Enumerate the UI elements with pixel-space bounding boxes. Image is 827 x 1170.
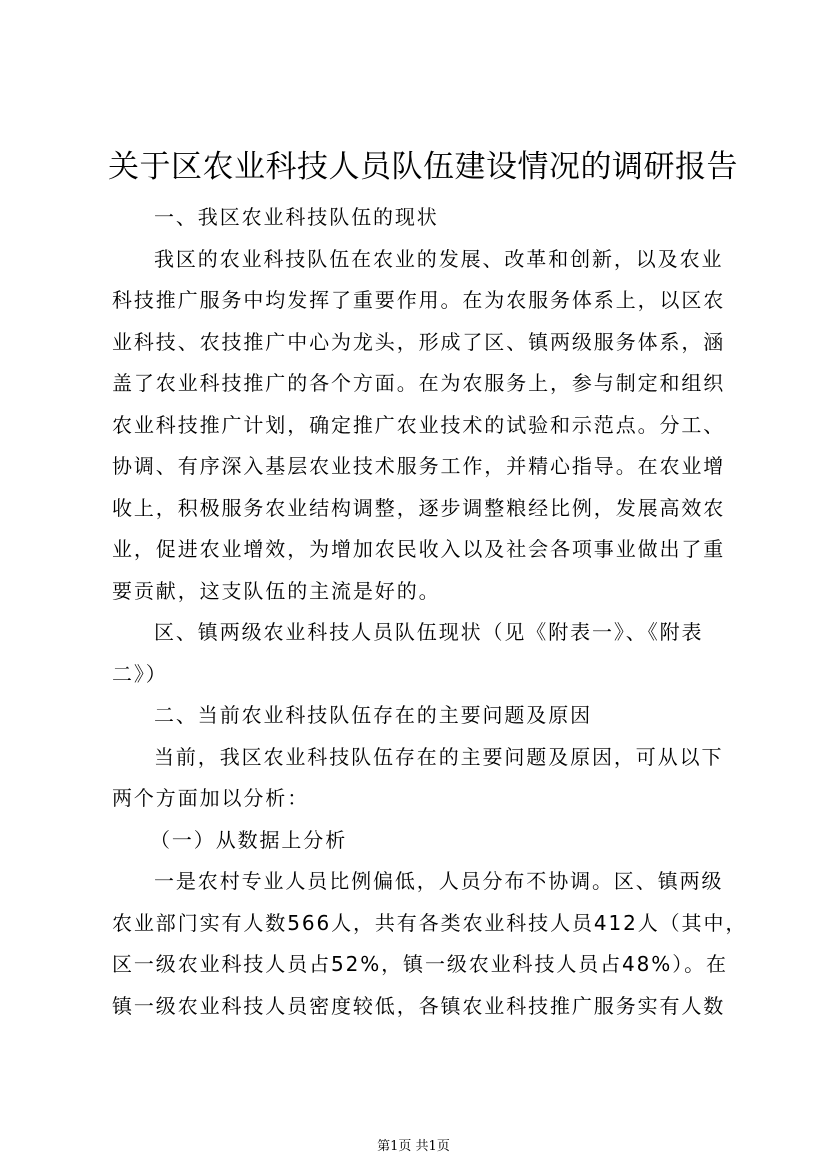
page-number: 第1页 共1页 (377, 1139, 450, 1154)
paragraph-line: 业科技、农技推广中心为龙头，形成了区、镇两级服务体系，涵 (112, 329, 726, 354)
paragraph-line: 镇一级农业科技人员密度较低，各镇农业科技推广服务实有人数 (112, 993, 726, 1018)
document-title: 关于区农业科技人员队伍建设情况的调研报告 (108, 149, 738, 185)
paragraph-line: 要贡献，这支队伍的主流是好的。 (112, 578, 441, 603)
paragraph-line: 业，促进农业增效，为增加农民收入以及社会各项事业做出了重 (112, 537, 726, 561)
paragraph-line: 农业部门实有人数566人，共有各类农业科技人员412人（其中， (112, 910, 748, 935)
paragraph-line: 区、镇两级农业科技人员队伍现状（见《附表一》、《附表 (154, 620, 704, 644)
paragraph-line: 二》） (112, 661, 168, 686)
paragraph-line: 两个方面加以分析： (112, 786, 310, 810)
paragraph-line: 一是农村专业人员比例偏低，人员分布不协调。区、镇两级 (154, 869, 724, 893)
paragraph-line: 收上，积极服务农业结构调整，逐步调整粮经比例，发展高效农 (112, 495, 726, 520)
paragraph-line: 我区的农业科技队伍在农业的发展、改革和创新，以及农业 (154, 246, 724, 271)
paragraph-line: 科技推广服务中均发挥了重要作用。在为农服务体系上，以区农 (112, 288, 726, 312)
paragraph-line: 协调、有序深入基层农业技术服务工作，并精心指导。在农业增 (112, 454, 726, 478)
section-heading-2: 二、当前农业科技队伍存在的主要问题及原因 (154, 703, 592, 727)
subsection-heading: （一）从数据上分析 (150, 827, 348, 852)
paragraph-line: 区一级农业科技人员占52%，镇一级农业科技人员占48%）。在 (112, 952, 728, 976)
paragraph-line: 盖了农业科技推广的各个方面。在为农服务上，参与制定和组织 (112, 371, 726, 395)
paragraph-line: 当前，我区农业科技队伍存在的主要问题及原因，可从以下 (154, 744, 724, 769)
section-heading-1: 一、我区农业科技队伍的现状 (154, 205, 439, 229)
paragraph-line: 农业科技推广计划，确定推广农业技术的试验和示范点。分工、 (112, 412, 726, 437)
document-body (112, 197, 748, 1027)
